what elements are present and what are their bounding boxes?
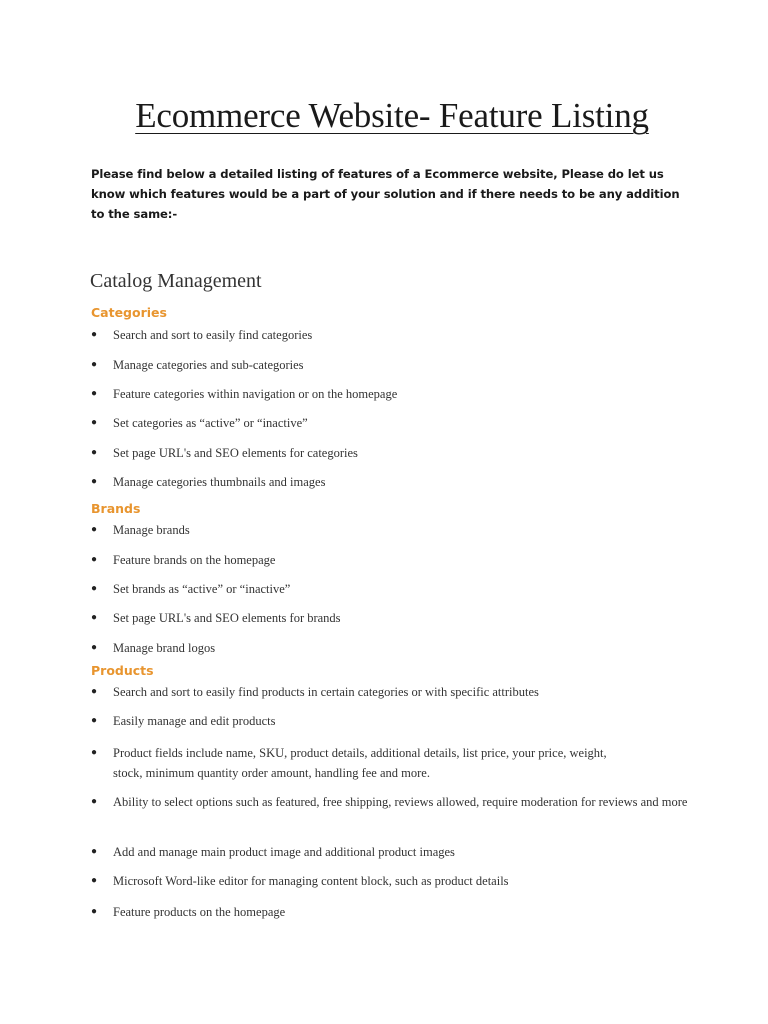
subheading-categories: Categories [91,305,167,320]
list-item-text: Feature categories within navigation or on the homepage [113,387,398,401]
bullet-icon: ● [91,388,98,399]
list-item-text: Microsoft Word-like editor for managing content block, such as product details [113,874,509,888]
list-item-text: Manage brand logos [113,641,216,655]
list-item-text: Feature products on the homepage [113,905,286,919]
list-item [91,743,611,783]
list-item [91,472,691,492]
bullet-icon: ● [91,875,98,886]
list-item-text: Product fields include name, SKU, product details, additional details, list price, your price, weight, stock, minimum quantity order amount, handling fee and more. [113,746,607,780]
bullet-icon: ● [91,906,98,917]
bullet-icon: ● [91,715,98,726]
list-item [91,792,691,812]
list-item [91,579,691,599]
bullet-icon: ● [91,747,98,758]
bullet-icon: ● [91,612,98,623]
bullet-icon: ● [91,642,98,653]
list-item [91,550,691,570]
document-title: Ecommerce Website- Feature Listing [135,96,649,135]
bullet-icon: ● [91,796,98,807]
list-item-text: Set page URL's and SEO elements for brands [113,611,341,625]
subheading-products: Products [91,663,154,678]
list-item-text: Add and manage main product image and additional product images [113,845,455,859]
list-item-text: Search and sort to easily find categories [113,328,313,342]
list-item [91,355,691,375]
bullet-icon: ● [91,686,98,697]
bullet-icon: ● [91,329,98,340]
list-item [91,842,691,862]
list-item-text: Manage categories thumbnails and images [113,475,326,489]
list-item [91,443,691,463]
bullet-icon: ● [91,583,98,594]
bullet-icon: ● [91,846,98,857]
list-item-text: Ability to select options such as featured, free shipping, reviews allowed, require moderation for reviews and more [113,795,688,809]
list-item-text: Manage categories and sub-categories [113,358,304,372]
list-item [91,638,691,658]
list-item [91,608,691,628]
list-item [91,711,691,731]
intro-paragraph: Please find below a detailed listing of features of a Ecommerce website, Please do let us know which features would be a part of your solution and if there needs to be any addition to the same:- [91,167,680,221]
list-item [91,325,691,345]
section-title-catalog-management: Catalog Management [90,270,262,292]
list-item-text: Manage brands [113,523,190,537]
bullet-icon: ● [91,554,98,565]
list-item [91,871,691,891]
bullet-icon: ● [91,476,98,487]
subheading-brands: Brands [91,501,141,516]
bullet-icon: ● [91,524,98,535]
list-item-text: Set brands as “active” or “inactive” [113,582,291,596]
list-item [91,413,691,433]
bullet-icon: ● [91,447,98,458]
bullet-icon: ● [91,359,98,370]
list-item-text: Search and sort to easily find products in certain categories or with specific attributes [113,685,539,699]
list-item-text: Set page URL's and SEO elements for categories [113,446,358,460]
list-item-text: Set categories as “active” or “inactive” [113,416,308,430]
list-item [91,384,691,404]
bullet-icon: ● [91,417,98,428]
list-item-text: Easily manage and edit products [113,714,276,728]
list-item [91,520,691,540]
list-item [91,682,691,702]
list-item-text: Feature brands on the homepage [113,553,276,567]
list-item [91,902,691,922]
